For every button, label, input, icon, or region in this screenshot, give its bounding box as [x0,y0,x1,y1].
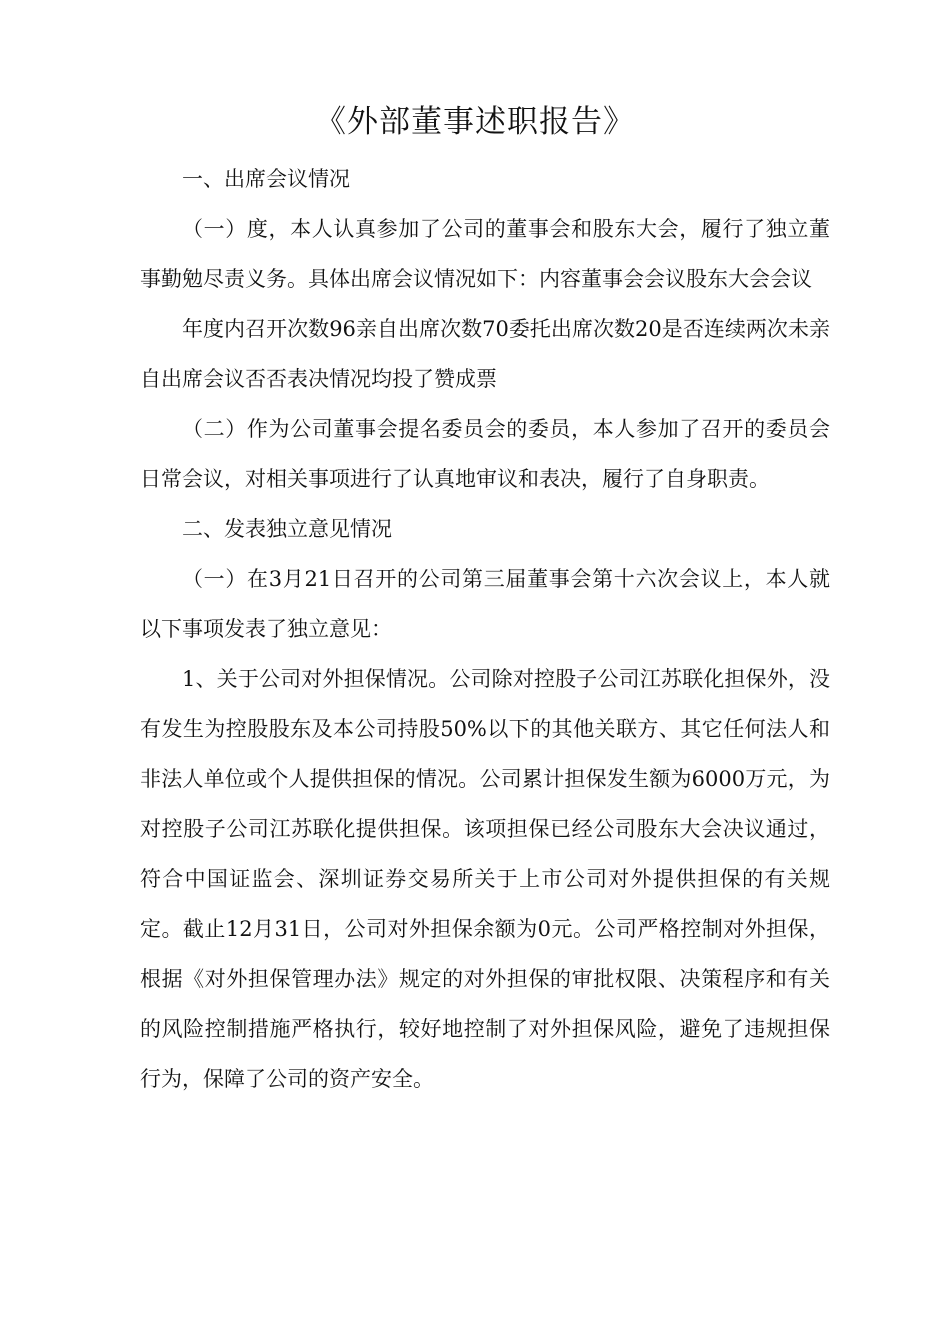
document-title: 《外部董事述职报告》 [315,104,635,140]
document-body [140,154,830,1104]
paragraph-attendance-stats: 年度内召开次数96亲自出席次数70委托出席次数20是否连续两次未亲自出席会议否否表决情况均投了赞成票 [140,317,830,391]
section-heading-independent-opinions: 二、发表独立意见情况 [182,517,392,541]
paragraph-guarantee: 1、关于公司对外担保情况。公司除对控股子公司江苏联化担保外，没有发生为控股股东及本公司持股50%以下的其他关联方、其它任何法人和非法人单位或个人提供担保的情况。公司累计担保发生额为6000万元，为对控股子公司江苏联化提供担保。该项担保已经公司股东大会决议通过，符合中国证监会、深圳证券交易所关于上市公司对外提供担保的有关规定。截止12月31日，公司对外担保余额为0元。公司严格控制对外担保，根据《对外担保管理办法》规定的对外担保的审批权限、决策程序和有关的风险控制措施严格执行，较好地控制了对外担保风险，避免了违规担保行为，保障了公司的资产安全。 [140,667,830,1091]
paragraph-attendance-2: （二）作为公司董事会提名委员会的委员，本人参加了召开的委员会日常会议，对相关事项进行了认真地审议和表决，履行了自身职责。 [140,417,830,491]
paragraph-attendance-1: （一）度，本人认真参加了公司的董事会和股东大会，履行了独立董事勤勉尽责义务。具体出席会议情况如下：内容董事会会议股东大会会议 [140,217,830,291]
section-heading-attendance: 一、出席会议情况 [182,167,350,191]
paragraph-opinions-1: （一）在3月21日召开的公司第三届董事会第十六次会议上，本人就以下事项发表了独立意见： [140,567,830,641]
